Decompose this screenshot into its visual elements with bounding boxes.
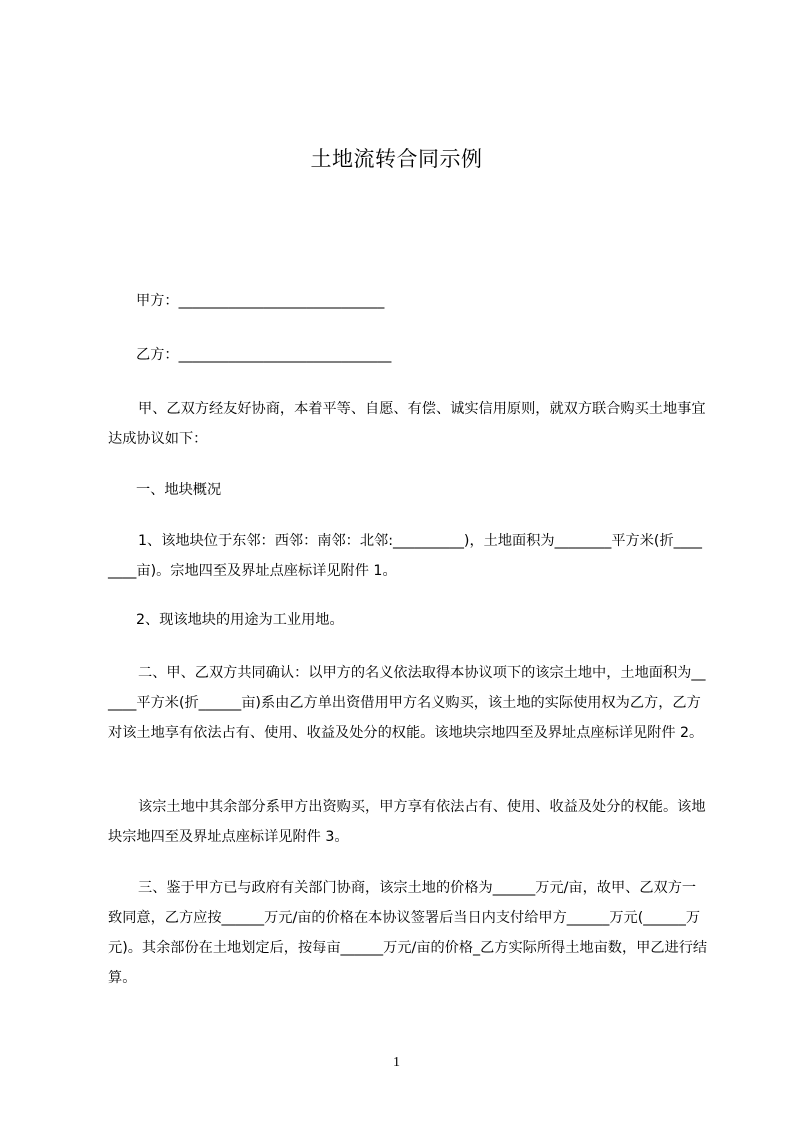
page-number: 1 <box>393 1055 400 1070</box>
section-2-paragraph: 二、甲、乙双方共同确认：以甲方的名义依法取得本协议项下的该宗土地中，土地面积为______平方米(折______亩)系由乙方单出资借用甲方名义购买，该土地的实际使用权为乙方，乙方对该土地享有依法占有、使用、收益及处分的权能。该地块宗地四至及界址点座标详见附件 2。 <box>108 665 706 741</box>
party-a-line: 甲方：_____________________________ <box>136 293 385 309</box>
section-3-paragraph: 三、鉴于甲方已与政府有关部门协商，该宗土地的价格为______万元/亩，故甲、乙双方一致同意，乙方应按______万元/亩的价格在本协议签署后当日内支付给甲方______万元(______万元)。其余部份在土地划定后，按每亩______万元/亩的价格_乙方实际所得土地亩数，甲乙进行结算。 <box>108 880 708 986</box>
section-1-item-1: 1、该地块位于东邻：西邻：南邻：北邻:__________)，土地面积为________平方米(折________亩)。宗地四至及界址点座标详见附件 1。 <box>108 533 703 579</box>
section-1-item-2: 2、现该地块的用途为工业用地。 <box>136 612 344 628</box>
party-b-line: 乙方：______________________________ <box>136 347 392 363</box>
section-2-remainder-paragraph: 该宗土地中其余部分系甲方出资购买，甲方享有依法占有、使用、收益及处分的权能。该地块宗地四至及界址点座标详见附件 3。 <box>108 799 706 845</box>
intro-paragraph: 甲、乙双方经友好协商，本着平等、自愿、有偿、诚实信用原则，就双方联合购买土地事宜达成协议如下： <box>108 401 706 447</box>
document-title: 土地流转合同示例 <box>310 147 483 171</box>
section-1-heading: 一、地块概况 <box>136 482 222 498</box>
